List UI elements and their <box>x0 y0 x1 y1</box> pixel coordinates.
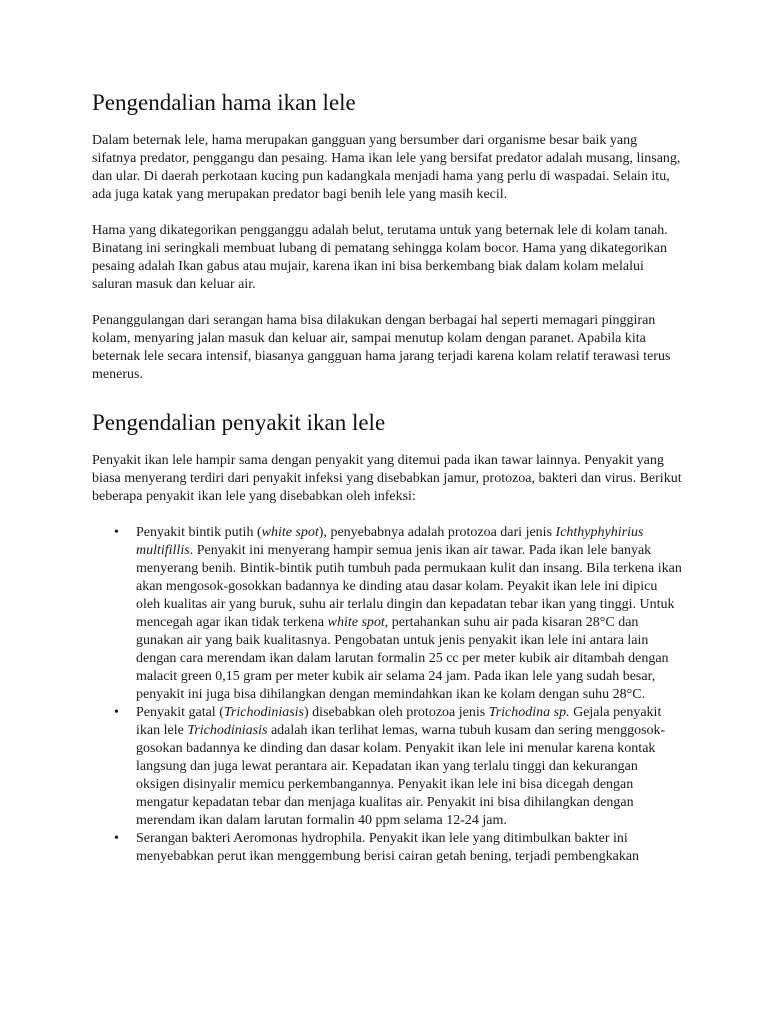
bullet-icon: • <box>114 705 119 720</box>
list-item-text: Gejala penyakit ikan lele <box>136 705 662 738</box>
list-item-italic: Trichodiniasis <box>223 705 305 720</box>
disease-list <box>92 524 682 866</box>
list-item-trichodiniasis <box>114 704 682 830</box>
list-item-italic: white spot <box>327 615 385 630</box>
list-item-white-spot <box>114 524 682 704</box>
paragraph-hama-3: Penanggulangan dari serangan hama bisa dilakukan dengan berbagai hal seperti memagari pinggiran kolam, menyaring jalan masuk dan keluar air, sampai menutup kolam dengan paranet. Apabila kita beternak lele secara intensif, biasanya gangguan hama jarang terjadi karena kolam relatif terawasi terus menerus. <box>92 313 671 382</box>
list-item-aeromonas <box>114 830 682 866</box>
list-item-italic: white spot <box>261 525 319 540</box>
section-title-penyakit: Pengendalian penyakit ikan lele <box>92 410 386 435</box>
bullet-icon: • <box>114 831 119 846</box>
list-item-text: ), penyebabnya adalah protozoa dari jenis <box>318 525 556 540</box>
list-item-italic: Trichodiniasis <box>187 723 268 738</box>
bullet-icon: • <box>114 525 119 540</box>
document-page <box>92 88 682 866</box>
list-item-text: , pertahankan suhu air pada kisaran 28°C dan gunakan air yang baik kualitasnya. Pengobatan untuk jenis penyakit ikan lele ini antara lain dengan cara merendam ikan dalam larutan formalin 25 cc per meter kubik air ditambah dengan malacit green 0,15 gram per meter kubik air selama 24 jam. Pada ikan lele yang sudah besar, penyakit ini juga bisa dihilangkan dengan memindahkan ikan ke kolam dengan suhu 28°C. <box>136 615 669 702</box>
list-item-italic: Ichthyphyhirius multifillis <box>136 525 644 558</box>
list-item-text: Penyakit gatal ( <box>136 705 224 720</box>
list-item-text: Serangan bakteri Aeromonas hydrophila. Penyakit ikan lele yang ditimbulkan bakter ini menyebabkan perut ikan menggembung berisi cairan getah bening, terjadi pembengkakan <box>136 831 640 864</box>
paragraph-hama-2: Hama yang dikategorikan pengganggu adalah belut, terutama untuk yang beternak lele di kolam tanah. Binatang ini seringkali membuat lubang di pematang sehingga kolam bocor. Hama yang dikategorikan pesaing adalah Ikan gabus atau mujair, karena ikan ini bisa berkembang biak dalam kolam melalui saluran masuk dan keluar air. <box>92 223 668 292</box>
paragraph-hama-1: Dalam beternak lele, hama merupakan gangguan yang bersumber dari organisme besar baik yang sifatnya predator, penggangu dan pesaing. Hama ikan lele yang bersifat predator adalah musang, linsang, dan ular. Di daerah perkotaan kucing pun kadangkala menjadi hama yang perlu di waspadai. Selain itu, ada juga katak yang merupakan predator bagi benih lele yang masih kecil. <box>92 133 681 202</box>
section-title-hama: Pengendalian hama ikan lele <box>92 90 356 115</box>
list-item-text: adalah ikan terlihat lemas, warna tubuh kusam dan sering menggosok-gosokan badannya ke dinding dan dasar kolam. Penyakit ikan lele ini menular karena kontak langsung dan juga lewat perantara air. Kepadatan ikan yang terlalu tinggi dan kekurangan oksigen disinyalir memicu perkembangannya. Penyakit ikan lele ini bisa dicegah dengan mengatur kepadatan tebar dan menjaga kualitas air. Penyakit ini bisa dihilangkan dengan merendam ikan dalam larutan formalin 40 ppm selama 12-24 jam. <box>136 723 666 828</box>
list-item-text: . Penyakit ini menyerang hampir semua jenis ikan air tawar. Pada ikan lele banyak menyerang benih. Bintik-bintik putih tumbuh pada permukaan kulit dan insang. Bila terkena ikan akan mengosok-gosokkan badannya ke dinding atau dasar kolam. Peyakit ikan lele ini dipicu oleh kualitas air yang buruk, suhu air terlalu dingin dan kepadatan tebar ikan yang tinggi. Untuk mencegah agar ikan tidak terkena <box>136 543 682 630</box>
list-item-italic: Trichodina sp. <box>488 705 570 720</box>
list-item-text: ) disebabkan oleh protozoa jenis <box>304 705 489 720</box>
list-item-text: Penyakit bintik putih ( <box>136 525 262 540</box>
paragraph-penyakit-intro: Penyakit ikan lele hampir sama dengan penyakit yang ditemui pada ikan tawar lainnya. Penyakit yang biasa menyerang terdiri dari penyakit infeksi yang disebabkan jamur, protozoa, bakteri dan virus. Berikut beberapa penyakit ikan lele yang disebabkan oleh infeksi: <box>92 453 682 504</box>
